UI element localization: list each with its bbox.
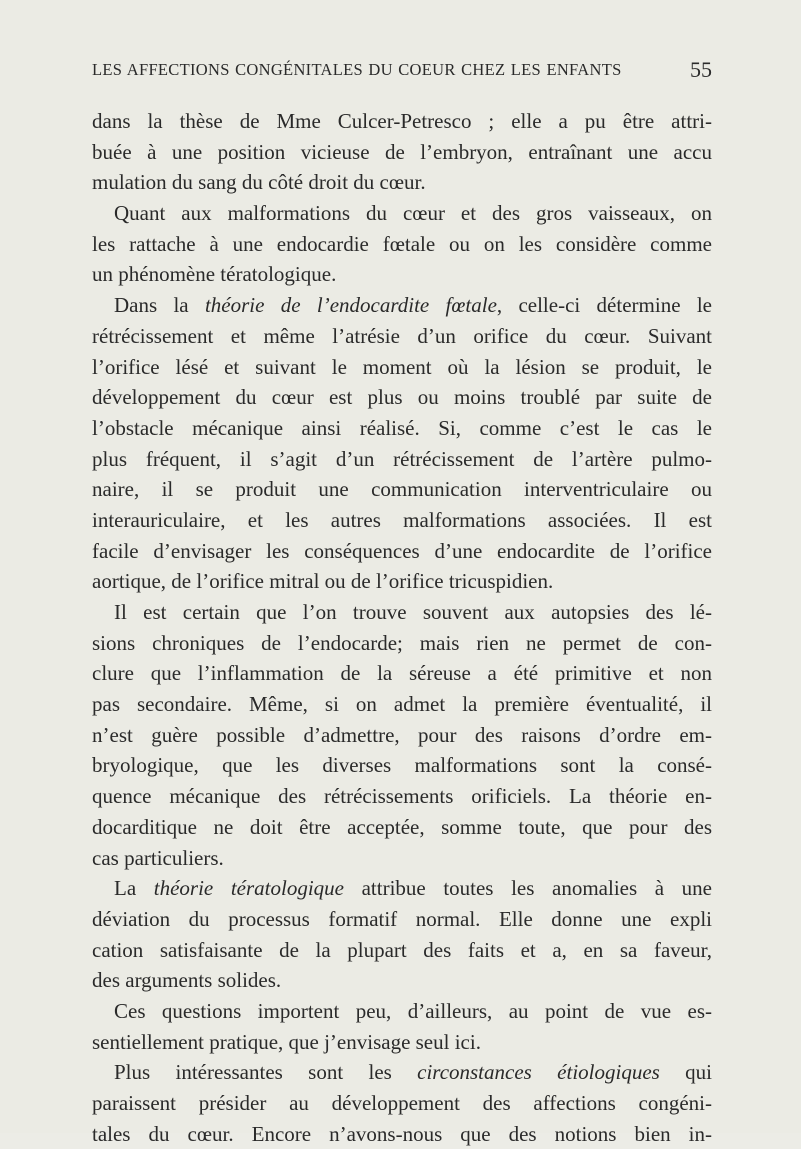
body-text: [92, 106, 712, 1149]
text-line: dans la thèse de Mme Culcer-Petresco ; elle a pu être attri-: [92, 109, 712, 133]
text-segment: , celle-ci détermine le: [496, 293, 712, 318]
text-line: un phénomène tératologique.: [92, 262, 337, 287]
italic-term: théorie tératologique: [153, 876, 344, 901]
text-line: sentiellement pratique, que j’envisage seul ici.: [92, 1029, 481, 1054]
running-title: LES AFFECTIONS CONGÉNITALES DU COEUR CHEZ LES ENFANTS: [92, 60, 622, 79]
text-segment: Dans la: [114, 293, 205, 318]
text-segment: qui: [659, 1060, 712, 1085]
text-segment: La: [114, 876, 154, 901]
page-number: 55: [690, 57, 712, 82]
text-line: mulation du sang du côté droit du cœur.: [92, 170, 426, 195]
text-line: sions chroniques de l’endocarde; mais rien ne permet de con-: [92, 630, 712, 655]
text-line: Il est certain que l’on trouve souvent aux autopsies des lé-: [114, 600, 712, 624]
text-line: l’obstacle mécanique ainsi réalisé. Si, comme c’est le cas le: [92, 415, 712, 440]
text-line: [92, 290, 712, 321]
text-line: rétrécissement et même l’atrésie d’un orifice du cœur. Suivant: [92, 323, 712, 348]
text-line: interauriculaire, et les autres malformations associées. Il est: [92, 507, 712, 532]
text-line: des arguments solides.: [92, 968, 282, 993]
text-line: clure que l’inflammation de la séreuse a été primitive et non: [92, 661, 712, 686]
page-header: [92, 57, 712, 90]
text-line: bryologique, que les diverses malformations sont la consé-: [92, 753, 712, 778]
text-line: facile d’envisager les conséquences d’une endocardite de l’orifice: [92, 538, 712, 563]
text-line: pas secondaire. Même, si on admet la première éventualité, il: [92, 692, 712, 717]
text-line: tales du cœur. Encore n’avons-nous que des notions bien in-: [92, 1121, 712, 1146]
text-line: développement du cœur est plus ou moins troublé par suite de: [92, 385, 712, 410]
text-segment: Plus intéressantes sont les: [114, 1060, 418, 1085]
text-line: plus fréquent, il s’agit d’un rétrécissement de l’artère pulmo-: [92, 446, 712, 471]
text-segment: attribue toutes les anomalies à une: [343, 876, 712, 901]
text-line: Ces questions importent peu, d’ailleurs, au point de vue es-: [114, 998, 712, 1023]
text-line: naire, il se produit une communication interventriculaire ou: [92, 477, 712, 502]
text-line: cation satisfaisante de la plupart des faits et a, en sa faveur,: [92, 937, 712, 962]
text-line: [92, 873, 712, 904]
text-line: déviation du processus formatif normal. Elle donne une expli: [92, 906, 712, 931]
text-line: les rattache à une endocardie fœtale ou on les considère comme: [92, 231, 712, 256]
text-line: buée à une position vicieuse de l’embryon, entraînant une accu: [92, 139, 712, 164]
text-line: docarditique ne doit être acceptée, somme toute, que pour des: [92, 814, 712, 839]
text-line: l’orifice lésé et suivant le moment où la lésion se produit, le: [92, 354, 712, 379]
text-line: quence mécanique des rétrécissements orificiels. La théorie en-: [92, 784, 712, 809]
text-line: Quant aux malformations du cœur et des gros vaisseaux, on: [114, 201, 712, 226]
text-line: cas particuliers.: [92, 845, 224, 870]
text-line: [92, 1057, 712, 1088]
text-line: n’est guère possible d’admettre, pour des raisons d’ordre em-: [92, 722, 712, 747]
text-line: aortique, de l’orifice mitral ou de l’orifice tricuspidien.: [92, 569, 554, 594]
italic-term: théorie de l’endocardite fœtale: [204, 293, 497, 318]
text-line: paraissent présider au développement des affections congéni-: [92, 1091, 712, 1115]
italic-term: circonstances étiologiques: [417, 1060, 660, 1085]
